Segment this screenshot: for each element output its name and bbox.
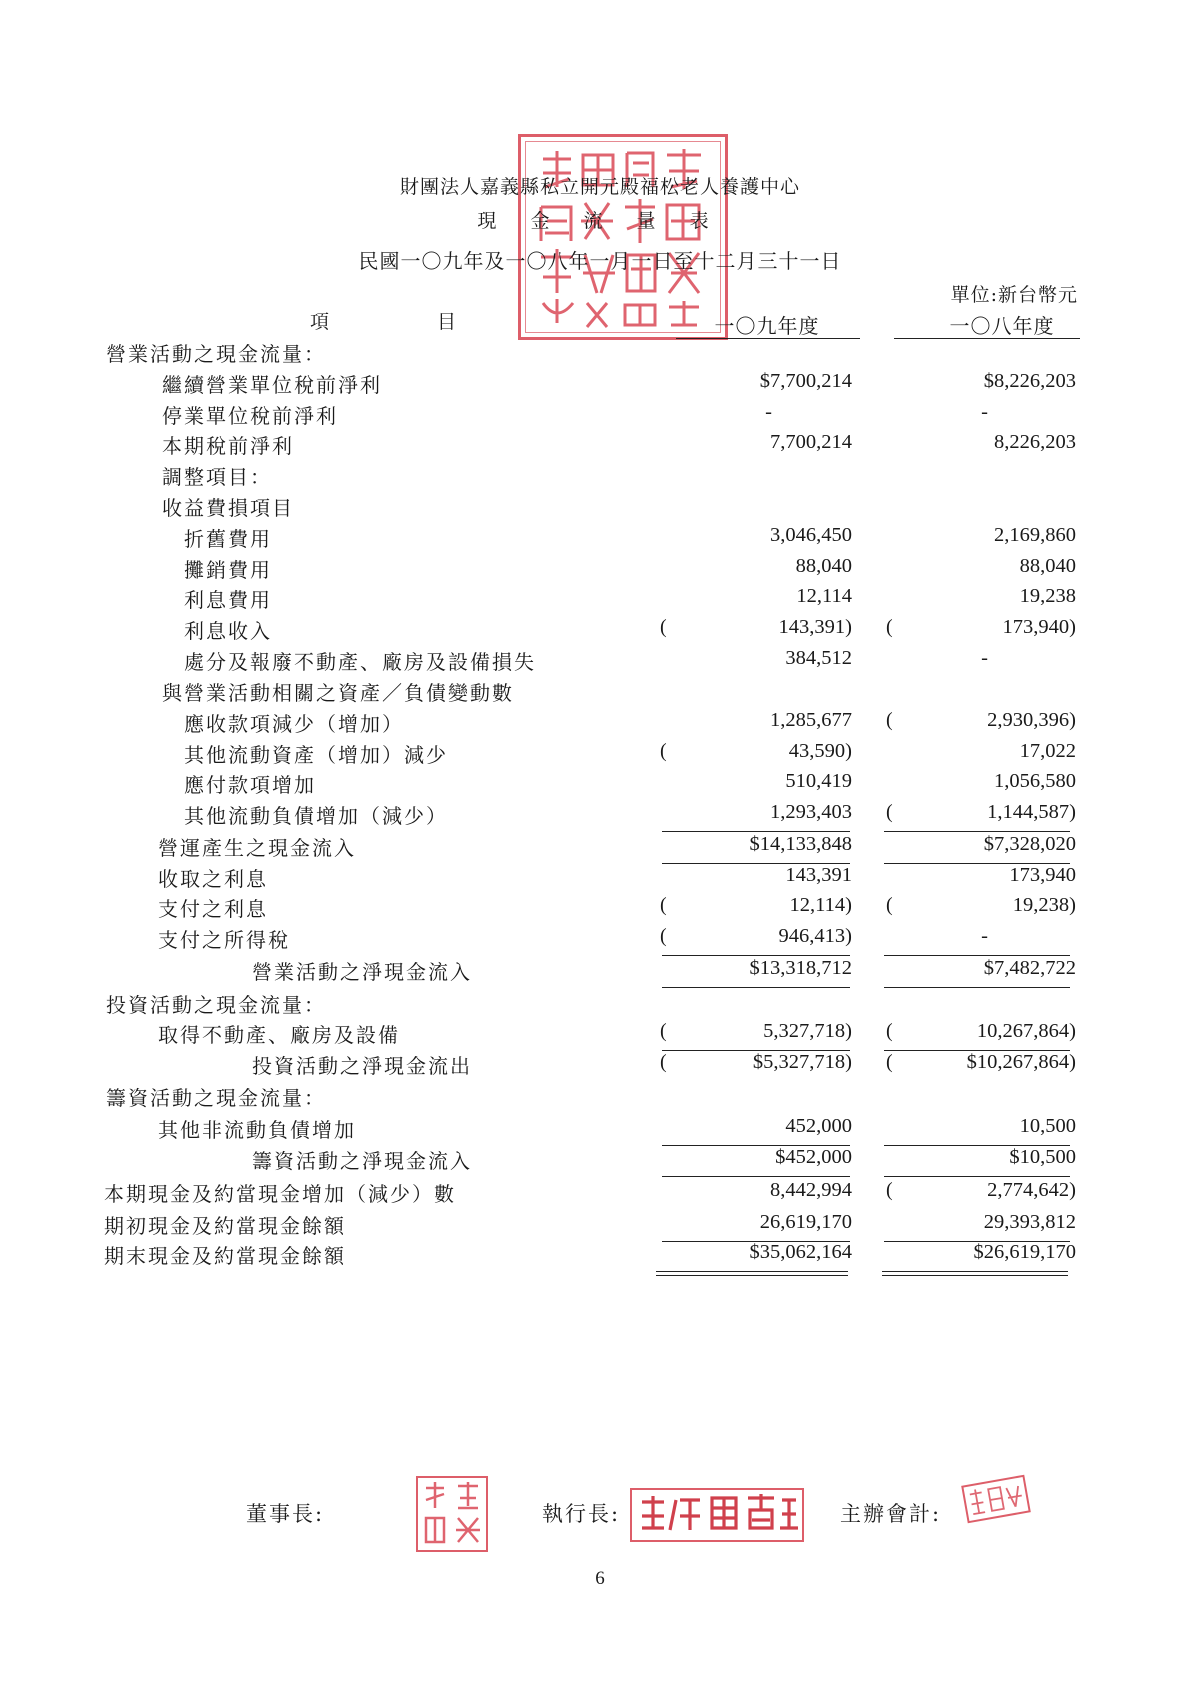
- prior-year-column-header: 一〇八年度: [949, 314, 1055, 338]
- prior-year-value: -: [981, 925, 988, 947]
- row-label: 收益費損項目: [162, 496, 294, 520]
- row-label: 攤銷費用: [184, 558, 272, 582]
- prior-year-value: 10,500: [1019, 1115, 1076, 1137]
- current-year-value: 43,590): [788, 740, 852, 762]
- subtotal-rule: [662, 1176, 850, 1177]
- prior-year-value: -: [981, 401, 988, 423]
- table-row: [0, 369, 1200, 399]
- current-year-value: 3,046,450: [770, 524, 852, 546]
- prior-year-value: $7,482,722: [983, 957, 1076, 979]
- row-label: 籌資活動之淨現金流入: [252, 1149, 472, 1173]
- prior-year-value: $10,267,864): [966, 1051, 1076, 1073]
- table-row: [0, 554, 1200, 584]
- current-year-value: -: [765, 401, 772, 423]
- prior-year-value: 29,393,812: [983, 1211, 1076, 1233]
- table-row: [0, 677, 1200, 707]
- current-year-value: 143,391): [778, 616, 852, 638]
- row-label: 停業單位稅前淨利: [162, 404, 338, 428]
- prior-year-value: 19,238: [1019, 585, 1076, 607]
- row-label: 其他流動資產（增加）減少: [184, 743, 448, 767]
- prior-year-value: 1,144,587): [987, 801, 1076, 823]
- subtotal-rule: [884, 987, 1070, 988]
- total-double-rule: [656, 1271, 848, 1276]
- row-label: 利息收入: [184, 619, 272, 643]
- subtotal-rule: [884, 1176, 1070, 1177]
- table-row: [0, 1019, 1200, 1049]
- subtotal-rule: [662, 987, 850, 988]
- current-year-value: 452,000: [785, 1115, 852, 1137]
- negative-paren: (: [660, 925, 667, 947]
- table-row: [0, 1114, 1200, 1144]
- current-year-value: $5,327,718): [752, 1051, 852, 1073]
- current-year-value: 1,293,403: [770, 801, 852, 823]
- table-row: [0, 1050, 1200, 1080]
- current-year-value: 384,512: [785, 647, 852, 669]
- prior-year-value: 17,022: [1019, 740, 1076, 762]
- table-row: [0, 430, 1200, 460]
- row-label: 營業活動之現金流量：: [106, 342, 326, 366]
- negative-paren: (: [886, 1179, 893, 1201]
- negative-paren: (: [660, 894, 667, 916]
- statement-title: 現 金 流 量 表: [477, 210, 723, 232]
- prior-year-value: 2,930,396): [987, 709, 1076, 731]
- row-label: 期初現金及約當現金餘額: [104, 1214, 346, 1238]
- ceo-label: 執行長:: [542, 1502, 621, 1526]
- row-label: 籌資活動之現金流量：: [106, 1086, 326, 1110]
- negative-paren: (: [886, 1020, 893, 1042]
- current-year-value: $452,000: [775, 1146, 852, 1168]
- table-row: [0, 1240, 1200, 1270]
- row-label: 折舊費用: [184, 527, 272, 551]
- negative-paren: (: [660, 616, 667, 638]
- row-label: 調整項目：: [162, 465, 272, 489]
- row-label: 其他流動負債增加（減少）: [184, 804, 448, 828]
- table-row: [0, 523, 1200, 553]
- row-label: 處分及報廢不動產、廠房及設備損失: [184, 650, 536, 674]
- current-year-value: 7,700,214: [770, 431, 852, 453]
- page-number: 6: [595, 1568, 605, 1589]
- item-column-header: 項 目: [310, 311, 458, 333]
- negative-paren: (: [886, 709, 893, 731]
- current-year-value: $7,700,214: [759, 370, 852, 392]
- negative-paren: (: [660, 1020, 667, 1042]
- table-row: [0, 800, 1200, 830]
- accountant-label: 主辦會計:: [840, 1502, 942, 1526]
- organization-name: 財團法人嘉義縣私立開元殿福松老人養護中心: [399, 176, 800, 198]
- table-row: [0, 584, 1200, 614]
- table-row: [0, 492, 1200, 522]
- row-label: 營業活動之淨現金流入: [252, 960, 472, 984]
- prior-year-value: 19,238): [1012, 894, 1076, 916]
- chairman-label: 董事長:: [246, 1502, 325, 1526]
- row-label: 營運產生之現金流入: [158, 836, 356, 860]
- prior-year-value: $8,226,203: [983, 370, 1076, 392]
- current-year-value: 5,327,718): [763, 1020, 852, 1042]
- table-row: [0, 739, 1200, 769]
- current-year-value: 26,619,170: [759, 1211, 852, 1233]
- signature-area: [0, 1480, 1200, 1560]
- current-year-value: 12,114): [789, 894, 852, 916]
- prior-year-value: 10,267,864): [976, 1020, 1076, 1042]
- table-row: [0, 769, 1200, 799]
- row-label: 期末現金及約當現金餘額: [104, 1244, 346, 1268]
- table-row: [0, 338, 1200, 368]
- prior-year-value: $26,619,170: [973, 1241, 1076, 1263]
- negative-paren: (: [886, 1051, 893, 1073]
- row-label: 支付之利息: [158, 897, 268, 921]
- current-year-value: 1,285,677: [770, 709, 852, 731]
- negative-paren: (: [660, 740, 667, 762]
- prior-year-value: $10,500: [1009, 1146, 1076, 1168]
- table-row: [0, 1178, 1200, 1208]
- current-year-value: 143,391: [785, 864, 852, 886]
- prior-year-value: 1,056,580: [994, 770, 1076, 792]
- negative-paren: (: [660, 1051, 667, 1073]
- table-row: [0, 832, 1200, 862]
- negative-paren: (: [886, 616, 893, 638]
- prior-year-value: -: [981, 647, 988, 669]
- row-label: 投資活動之現金流量：: [106, 993, 326, 1017]
- prior-year-value: 173,940: [1009, 864, 1076, 886]
- table-row: [0, 924, 1200, 954]
- row-label: 繼續營業單位稅前淨利: [162, 373, 382, 397]
- ceo-seal: [630, 1488, 804, 1542]
- table-row: [0, 1210, 1200, 1240]
- row-label: 其他非流動負債增加: [158, 1118, 356, 1142]
- row-label: 收取之利息: [158, 867, 268, 891]
- table-row: [0, 893, 1200, 923]
- prior-year-value: 2,774,642): [987, 1179, 1076, 1201]
- row-label: 應付款項增加: [184, 773, 316, 797]
- table-row: [0, 461, 1200, 491]
- current-year-value: $35,062,164: [749, 1241, 852, 1263]
- current-year-value: 510,419: [785, 770, 852, 792]
- row-label: 應收款項減少（增加）: [184, 712, 404, 736]
- total-double-rule: [882, 1271, 1068, 1276]
- row-label: 與營業活動相關之資產／負債變動數: [162, 681, 514, 705]
- current-year-value: 8,442,994: [770, 1179, 852, 1201]
- negative-paren: (: [886, 801, 893, 823]
- current-year-column-header: 一〇九年度: [714, 314, 820, 338]
- row-label: 本期稅前淨利: [162, 434, 294, 458]
- table-row: [0, 863, 1200, 893]
- table-row: [0, 989, 1200, 1019]
- currency-unit: 單位:新台幣元: [950, 284, 1078, 306]
- current-year-value: 946,413): [778, 925, 852, 947]
- current-year-value: $14,133,848: [749, 833, 852, 855]
- accountant-seal: [961, 1475, 1031, 1524]
- row-label: 利息費用: [184, 588, 272, 612]
- table-row: [0, 1082, 1200, 1112]
- current-year-value: $13,318,712: [749, 957, 852, 979]
- row-label: 本期現金及約當現金增加（減少）數: [104, 1182, 456, 1206]
- prior-year-value: 88,040: [1019, 555, 1076, 577]
- row-label: 投資活動之淨現金流出: [252, 1054, 472, 1078]
- prior-year-value: 173,940): [1002, 616, 1076, 638]
- row-label: 支付之所得稅: [158, 928, 290, 952]
- negative-paren: (: [886, 894, 893, 916]
- table-row: [0, 956, 1200, 986]
- prior-year-value: 2,169,860: [994, 524, 1076, 546]
- row-label: 取得不動產、廠房及設備: [158, 1023, 400, 1047]
- current-year-value: 12,114: [796, 585, 852, 607]
- prior-year-value: $7,328,020: [983, 833, 1076, 855]
- table-row: [0, 615, 1200, 645]
- chairman-seal: [416, 1476, 488, 1552]
- table-row: [0, 400, 1200, 430]
- current-year-value: 88,040: [795, 555, 852, 577]
- table-row: [0, 646, 1200, 676]
- statement-period: 民國一〇九年及一〇八年一月一日至十二月三十一日: [358, 249, 842, 273]
- table-row: [0, 1145, 1200, 1175]
- prior-year-value: 8,226,203: [994, 431, 1076, 453]
- table-row: [0, 708, 1200, 738]
